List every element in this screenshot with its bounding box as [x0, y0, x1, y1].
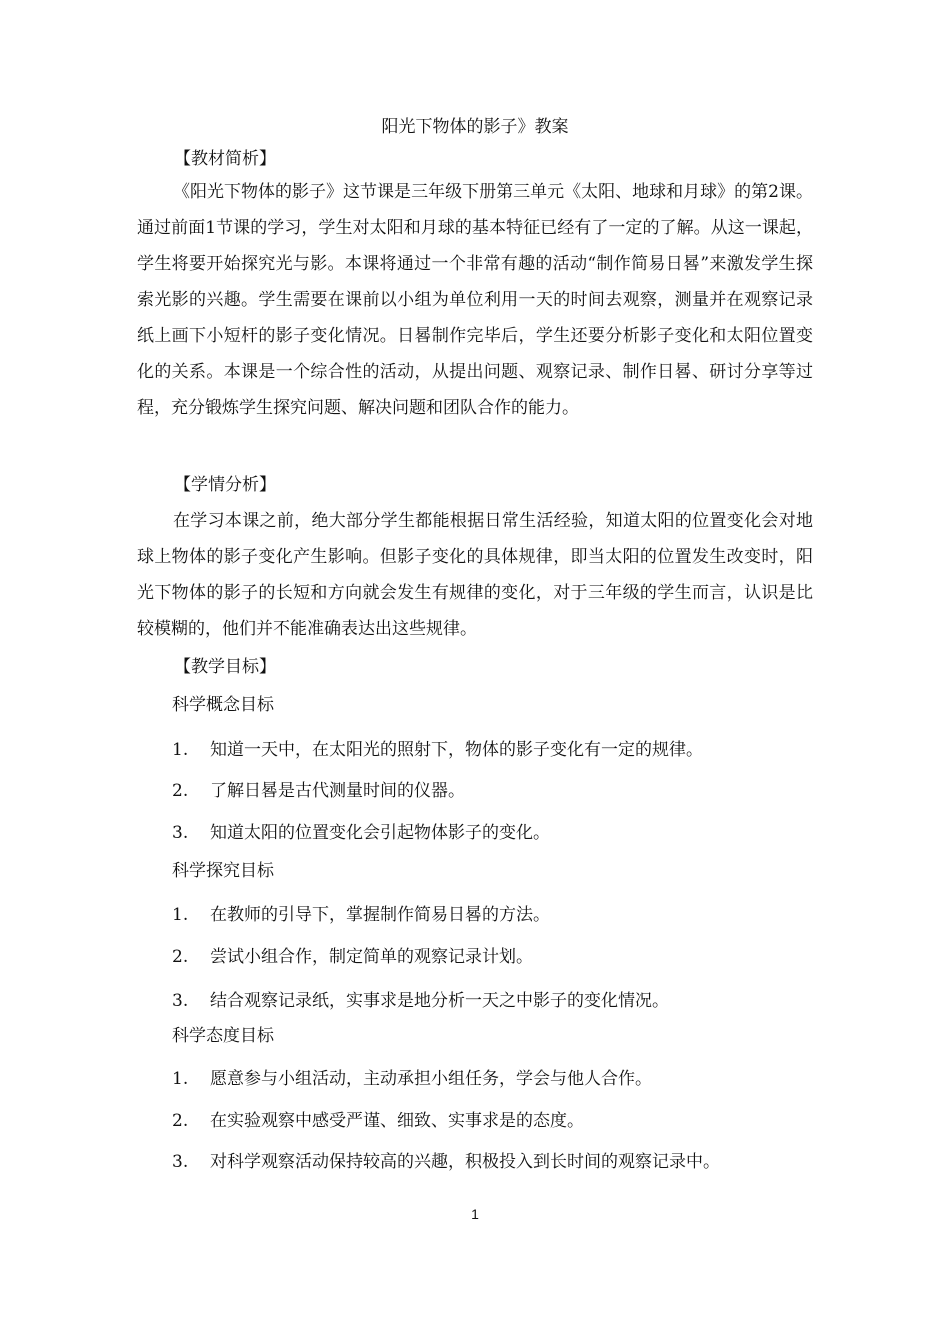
goal-list-item — [172, 944, 533, 970]
list-item-text: 知道太阳的位置变化会引起物体影子的变化。 — [210, 823, 550, 843]
list-item-number: 1. — [172, 740, 189, 760]
document-title: 阳光下物体的影子》教案 — [381, 117, 569, 137]
list-item-text: 尝试小组合作，制定简单的观察记录计划。 — [210, 947, 533, 967]
goal-list-item — [172, 902, 550, 928]
goal-list-item — [172, 1108, 584, 1134]
section-heading-teaching-goals: 【教学目标】 — [174, 657, 276, 677]
goal-list-item — [172, 1149, 720, 1175]
list-item-text: 对科学观察活动保持较高的兴趣，积极投入到长时间的观察记录中。 — [210, 1152, 720, 1172]
list-item-text: 知道一天中，在太阳光的照射下，物体的影子变化有一定的规律。 — [210, 740, 703, 760]
list-item-number: 1. — [172, 1069, 189, 1089]
goal-group-title: 科学探究目标 — [172, 861, 274, 881]
list-item-number: 3. — [172, 823, 189, 843]
student-analysis-paragraph: 在学习本课之前，绝大部分学生都能根据日常生活经验，知道太阳的位置变化会对地球上物体的影子变化产生影响。但影子变化的具体规律，即当太阳的位置发生改变时，阳光下物体的影子的长短和方向就会发生有规律的变化，对于三年级的学生而言，认识是比较模糊的，他们并不能准确表达出这些规律。 — [137, 511, 813, 639]
goal-list-item — [172, 820, 550, 846]
list-item-text: 了解日晷是古代测量时间的仪器。 — [210, 781, 465, 801]
list-item-text: 在实验观察中感受严谨、细致、实事求是的态度。 — [210, 1111, 584, 1131]
list-item-number: 3. — [172, 991, 189, 1011]
goal-group-title: 科学态度目标 — [172, 1026, 274, 1046]
goal-group-title: 科学概念目标 — [172, 695, 274, 715]
goal-list-item — [172, 778, 465, 804]
list-item-text: 结合观察记录纸，实事求是地分析一天之中影子的变化情况。 — [210, 991, 669, 1011]
list-item-text: 愿意参与小组活动，主动承担小组任务，学会与他人合作。 — [210, 1069, 652, 1089]
goal-list-item — [172, 988, 669, 1014]
list-item-number: 3. — [172, 1152, 189, 1172]
page-number: 1 — [471, 1206, 479, 1222]
list-item-number: 2. — [172, 947, 189, 967]
section-heading-textbook-analysis: 【教材简析】 — [174, 149, 276, 169]
list-item-number: 1. — [172, 905, 189, 925]
goal-list-item — [172, 1066, 652, 1092]
list-item-text: 在教师的引导下，掌握制作简易日晷的方法。 — [210, 905, 550, 925]
textbook-analysis-paragraph: 《阳光下物体的影子》这节课是三年级下册第三单元《太阳、地球和月球》的第2课。通过前面1节课的学习，学生对太阳和月球的基本特征已经有了一定的了解。从这一课起，学生将要开始探究光与影。本课将通过一个非常有趣的活动“制作简易日晷”来激发学生探索光影的兴趣。学生需要在课前以小组为单位利用一天的时间去观察，测量并在观察记录纸上画下小短杆的影子变化情况。日晷制作完毕后，学生还要分析影子变化和太阳位置变化的关系。本课是一个综合性的活动，从提出问题、观察记录、制作日晷、研讨分享等过程，充分锻炼学生探究问题、解决问题和团队合作的能力。 — [137, 182, 813, 418]
section-heading-student-analysis: 【学情分析】 — [174, 475, 276, 495]
list-item-number: 2. — [172, 781, 189, 801]
goal-list-item — [172, 737, 703, 763]
list-item-number: 2. — [172, 1111, 189, 1131]
